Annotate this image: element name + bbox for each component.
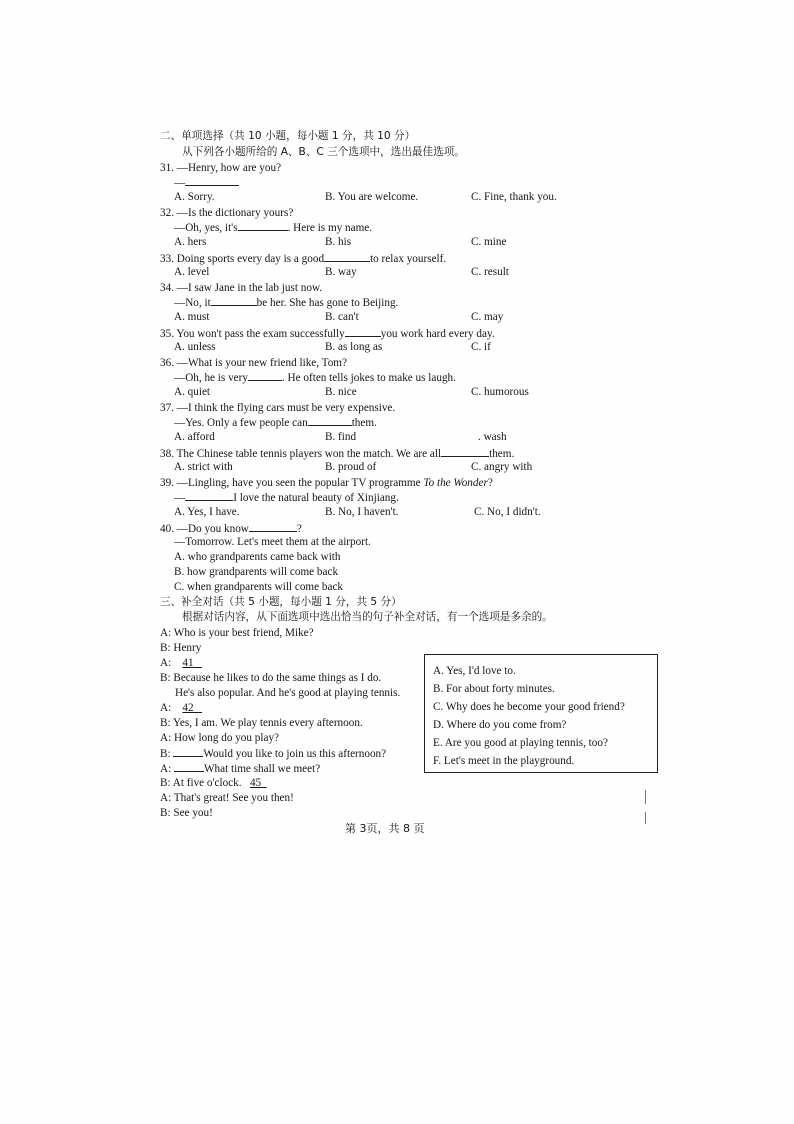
q31-option-a: A. Sorry. [174, 191, 215, 203]
q36-line2: —Oh, he is very . He often tells jokes to make us laugh. [174, 372, 456, 384]
answer-blank[interactable] [173, 746, 203, 757]
q33-stem: 33. Doing sports every day is a good to relax yourself. [160, 253, 447, 265]
q39-stem: 39. —Lingling, have you seen the popular TV programme To the Wonder? [160, 477, 493, 489]
q39-option-b: B. No, I haven't. [325, 506, 399, 518]
q35-option-c: C. if [471, 341, 491, 353]
section2-heading: 二、单项选择（共 10 小题，每小题 1 分，共 10 分） [160, 130, 416, 142]
scan-mark [645, 812, 646, 824]
q32-option-a: A. hers [174, 236, 207, 248]
dialog-line: A: 41 [160, 657, 194, 669]
q37-stem: 37. —I think the flying cars must be very expensive. [160, 402, 396, 414]
q40-option-c: C. when grandparents will come back [174, 581, 344, 593]
answer-blank[interactable] [249, 521, 297, 532]
answer-blank[interactable] [308, 415, 352, 426]
q32-option-c: C. mine [471, 236, 507, 248]
q40-line2: —Tomorrow. Let's meet them at the airport. [174, 536, 371, 548]
q34-option-b: B. can't [325, 311, 359, 323]
q35-option-a: A. unless [174, 341, 216, 353]
q32-option-b: B. his [325, 236, 352, 248]
dialog-line: A: How long do you play? [160, 732, 280, 744]
q36-stem: 36. —What is your new friend like, Tom? [160, 357, 347, 369]
answer-blank[interactable] [248, 370, 282, 381]
q38-stem: 38. The Chinese table tennis players won the match. We are all them. [160, 448, 515, 460]
section3-instruction: 根据对话内容，从下面选项中选出恰当的句子补全对话，有一个选项是多余的。 [182, 611, 553, 623]
answer-blank[interactable] [211, 295, 257, 306]
dialog-line: B: See you! [160, 807, 213, 819]
q39-option-c: C. No, I didn't. [474, 506, 541, 518]
dialog-line: A: Who is your best friend, Mike? [160, 627, 314, 639]
option-d: D. Where do you come from? [433, 719, 567, 731]
answer-blank[interactable] [185, 490, 233, 501]
q32-line2: —Oh, yes, it's . Here is my name. [174, 222, 373, 234]
dialog-line: A: What time shall we meet? [160, 763, 321, 775]
answer-blank[interactable] [174, 761, 204, 772]
q40-option-a: A. who grandparents came back with [174, 551, 341, 563]
dialog-line: He's also popular. And he's good at playing tennis. [175, 687, 401, 699]
answer-blank[interactable] [441, 446, 489, 457]
option-e: E. Are you good at playing tennis, too? [433, 737, 608, 749]
dialog-line: B: Yes, I am. We play tennis every afternoon. [160, 717, 363, 729]
dialog-line: A: That's great! See you then! [160, 792, 294, 804]
answer-blank[interactable] [345, 326, 381, 337]
q34-line2: —No, it be her. She has gone to Beijing. [174, 297, 399, 309]
answer-blank[interactable] [185, 175, 239, 186]
q31-answer-line: — [174, 175, 239, 190]
q38-option-a: A. strict with [174, 461, 233, 473]
q38-option-b: B. proud of [325, 461, 377, 473]
page-footer: 第 3页，共 8 页 [345, 822, 425, 835]
option-f: F. Let's meet in the playground. [433, 755, 575, 767]
dialog-line: B: Because he likes to do the same things as I do. [160, 672, 382, 684]
q34-option-c: C. may [471, 311, 504, 323]
q38-option-c: C. angry with [471, 461, 533, 473]
blank-number-42[interactable]: 42 [182, 702, 194, 714]
q39-line2: — I love the natural beauty of Xinjiang. [174, 492, 399, 504]
answer-blank[interactable] [324, 251, 370, 262]
q32-stem: 32. —Is the dictionary yours? [160, 207, 294, 219]
q34-stem: 34. —I saw Jane in the lab just now. [160, 282, 323, 294]
option-b: B. For about forty minutes. [433, 683, 555, 695]
dialog-line: B: At five o'clock. 45 [160, 777, 262, 789]
dialog-line: B: Henry [160, 642, 202, 654]
q37-line2: —Yes. Only a few people can them. [174, 417, 377, 429]
dialog-line: B: Would you like to join us this afternoon? [160, 748, 387, 760]
q31-option-b: B. You are welcome. [325, 191, 419, 203]
q33-option-a: A. level [174, 266, 210, 278]
q34-option-a: A. must [174, 311, 210, 323]
section3-heading: 三、补全对话（共 5 小题，每小题 1 分，共 5 分） [160, 596, 402, 608]
section2-instruction: 从下列各小题所给的 A、B、C 三个选项中，选出最佳选项。 [182, 146, 465, 158]
options-box [424, 654, 658, 773]
q36-option-c: C. humorous [471, 386, 529, 398]
q37-option-b: B. find [325, 431, 357, 443]
q36-option-a: A. quiet [174, 386, 211, 398]
q33-option-b: B. way [325, 266, 357, 278]
q37-option-c: . wash [478, 431, 507, 443]
q40-stem: 40. —Do you know ? [160, 523, 302, 535]
dialog-line: A: 42 [160, 702, 194, 714]
q31-option-c: C. Fine, thank you. [471, 191, 557, 203]
answer-blank[interactable] [238, 220, 288, 231]
blank-number-45[interactable]: 45 [249, 777, 262, 789]
q40-option-b: B. how grandparents will come back [174, 566, 339, 578]
q31-stem: 31. —Henry, how are you? [160, 162, 282, 174]
option-c: C. Why does he become your good friend? [433, 701, 625, 713]
q35-stem: 35. You won't pass the exam successfully you work hard every day. [160, 328, 495, 340]
q36-option-b: B. nice [325, 386, 357, 398]
q35-option-b: B. as long as [325, 341, 383, 353]
blank-number-41[interactable]: 41 [182, 657, 194, 669]
q33-option-c: C. result [471, 266, 509, 278]
option-a: A. Yes, I'd love to. [433, 665, 516, 677]
q37-option-a: A. afford [174, 431, 215, 443]
q39-option-a: A. Yes, I have. [174, 506, 240, 518]
scan-mark [645, 790, 646, 804]
